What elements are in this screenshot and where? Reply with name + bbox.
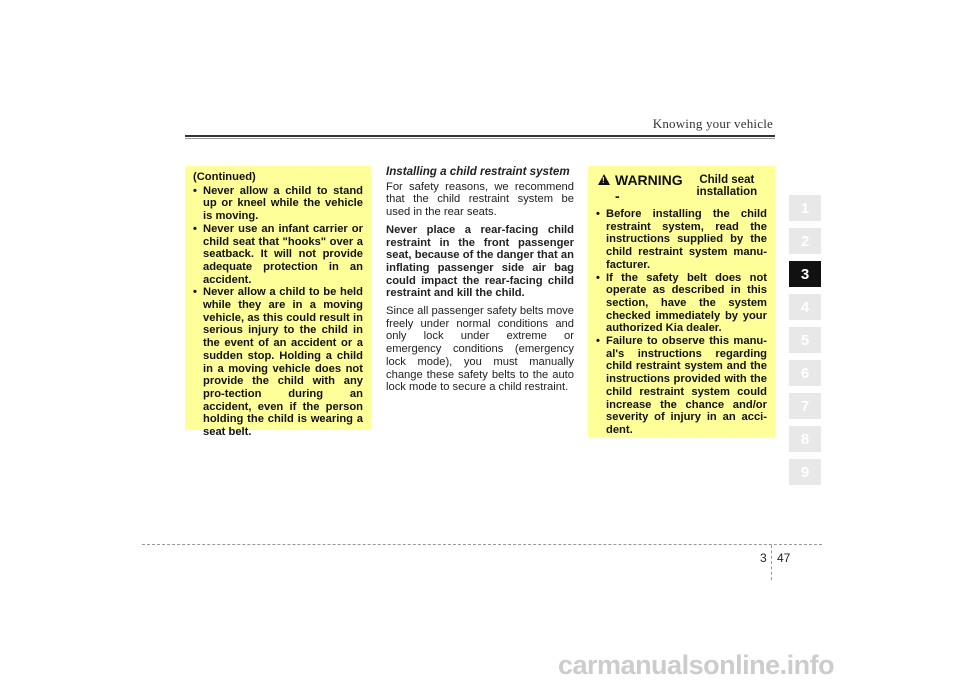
warning-header: [596, 172, 767, 204]
warning-subject: Child seat installation: [696, 174, 758, 198]
list-item: • If the safety belt does not operate as described in this section, have the system checked immediately by your authorized Kia dealer.: [596, 272, 767, 336]
chapter-tab-7[interactable]: 7: [789, 393, 821, 419]
list-item: • Never allow a child to stand up or kneel while the vehicle is moving.: [193, 185, 363, 223]
chapter-tab-2[interactable]: 2: [789, 228, 821, 254]
page-number-separator: [771, 545, 772, 580]
footer-page-number: 47: [777, 551, 791, 565]
paragraph: For safety reasons, we recommend that the child restraint system be used in the rear seats.: [386, 180, 574, 219]
warning-list: [596, 208, 767, 437]
caution-list: [193, 185, 363, 439]
paragraph: Since all passenger safety belts move freely under normal conditions and only lock under extreme or emergency conditions (emergency lock mode), you must manually change these safety belts to the auto lock mode to secure a child restraint.: [386, 305, 574, 394]
header-rule-thin: [185, 138, 775, 139]
continued-caution-box: [185, 166, 371, 439]
chapter-tab-6[interactable]: 6: [789, 360, 821, 386]
watermark: carmanualsonline.info: [558, 650, 835, 680]
chapter-tab-1[interactable]: 1: [789, 195, 821, 221]
warning-box: [588, 166, 775, 437]
chapter-tab-5[interactable]: 5: [789, 327, 821, 353]
section-title: Knowing your vehicle: [652, 116, 773, 131]
main-text-column: [386, 166, 574, 399]
chapter-tab-8[interactable]: 8: [789, 426, 821, 452]
list-item: • Never use an infant carrier or child seat that "hooks" over a seatback. It will not provide adequate protection in an accident.: [193, 223, 363, 287]
list-item: • Before installing the child restraint system, read the instructions supplied by the child restraint system manu-facturer.: [596, 208, 767, 272]
chapter-tab-9[interactable]: 9: [789, 459, 821, 485]
list-item: • Failure to observe this manu-al's instructions regarding child restraint system and the instructions provided with the child restraint system could increase the chance and/or severity of injury in an acci-dent.: [596, 335, 767, 437]
footer-rule: [142, 544, 822, 545]
continued-label: (Continued): [193, 171, 256, 183]
section-heading: Installing a child restraint system: [386, 165, 570, 178]
chapter-tab-4[interactable]: 4: [789, 294, 821, 320]
list-item: • Never allow a child to be held while they are in a moving vehicle, as this could result in serious injury to the child in the event of an accident or a sudden stop. Holding a child in a moving vehicle does not provide the child with any pro-tection during an accident, even if the person holding the child is wearing a seat belt.: [193, 286, 363, 438]
chapter-tab-3-active[interactable]: 3: [789, 261, 821, 287]
warning-triangle-icon: [598, 174, 610, 185]
warning-label: WARNING -: [615, 172, 683, 204]
header-rule: [185, 135, 775, 137]
bold-paragraph: Never place a rear-facing child restraint in the front passenger seat, because of the danger that an inflating passenger side air bag could impact the rear-facing child restraint and kill the child.: [386, 223, 574, 300]
footer-chapter: 3: [760, 551, 767, 565]
chapter-tabs: [789, 195, 821, 492]
